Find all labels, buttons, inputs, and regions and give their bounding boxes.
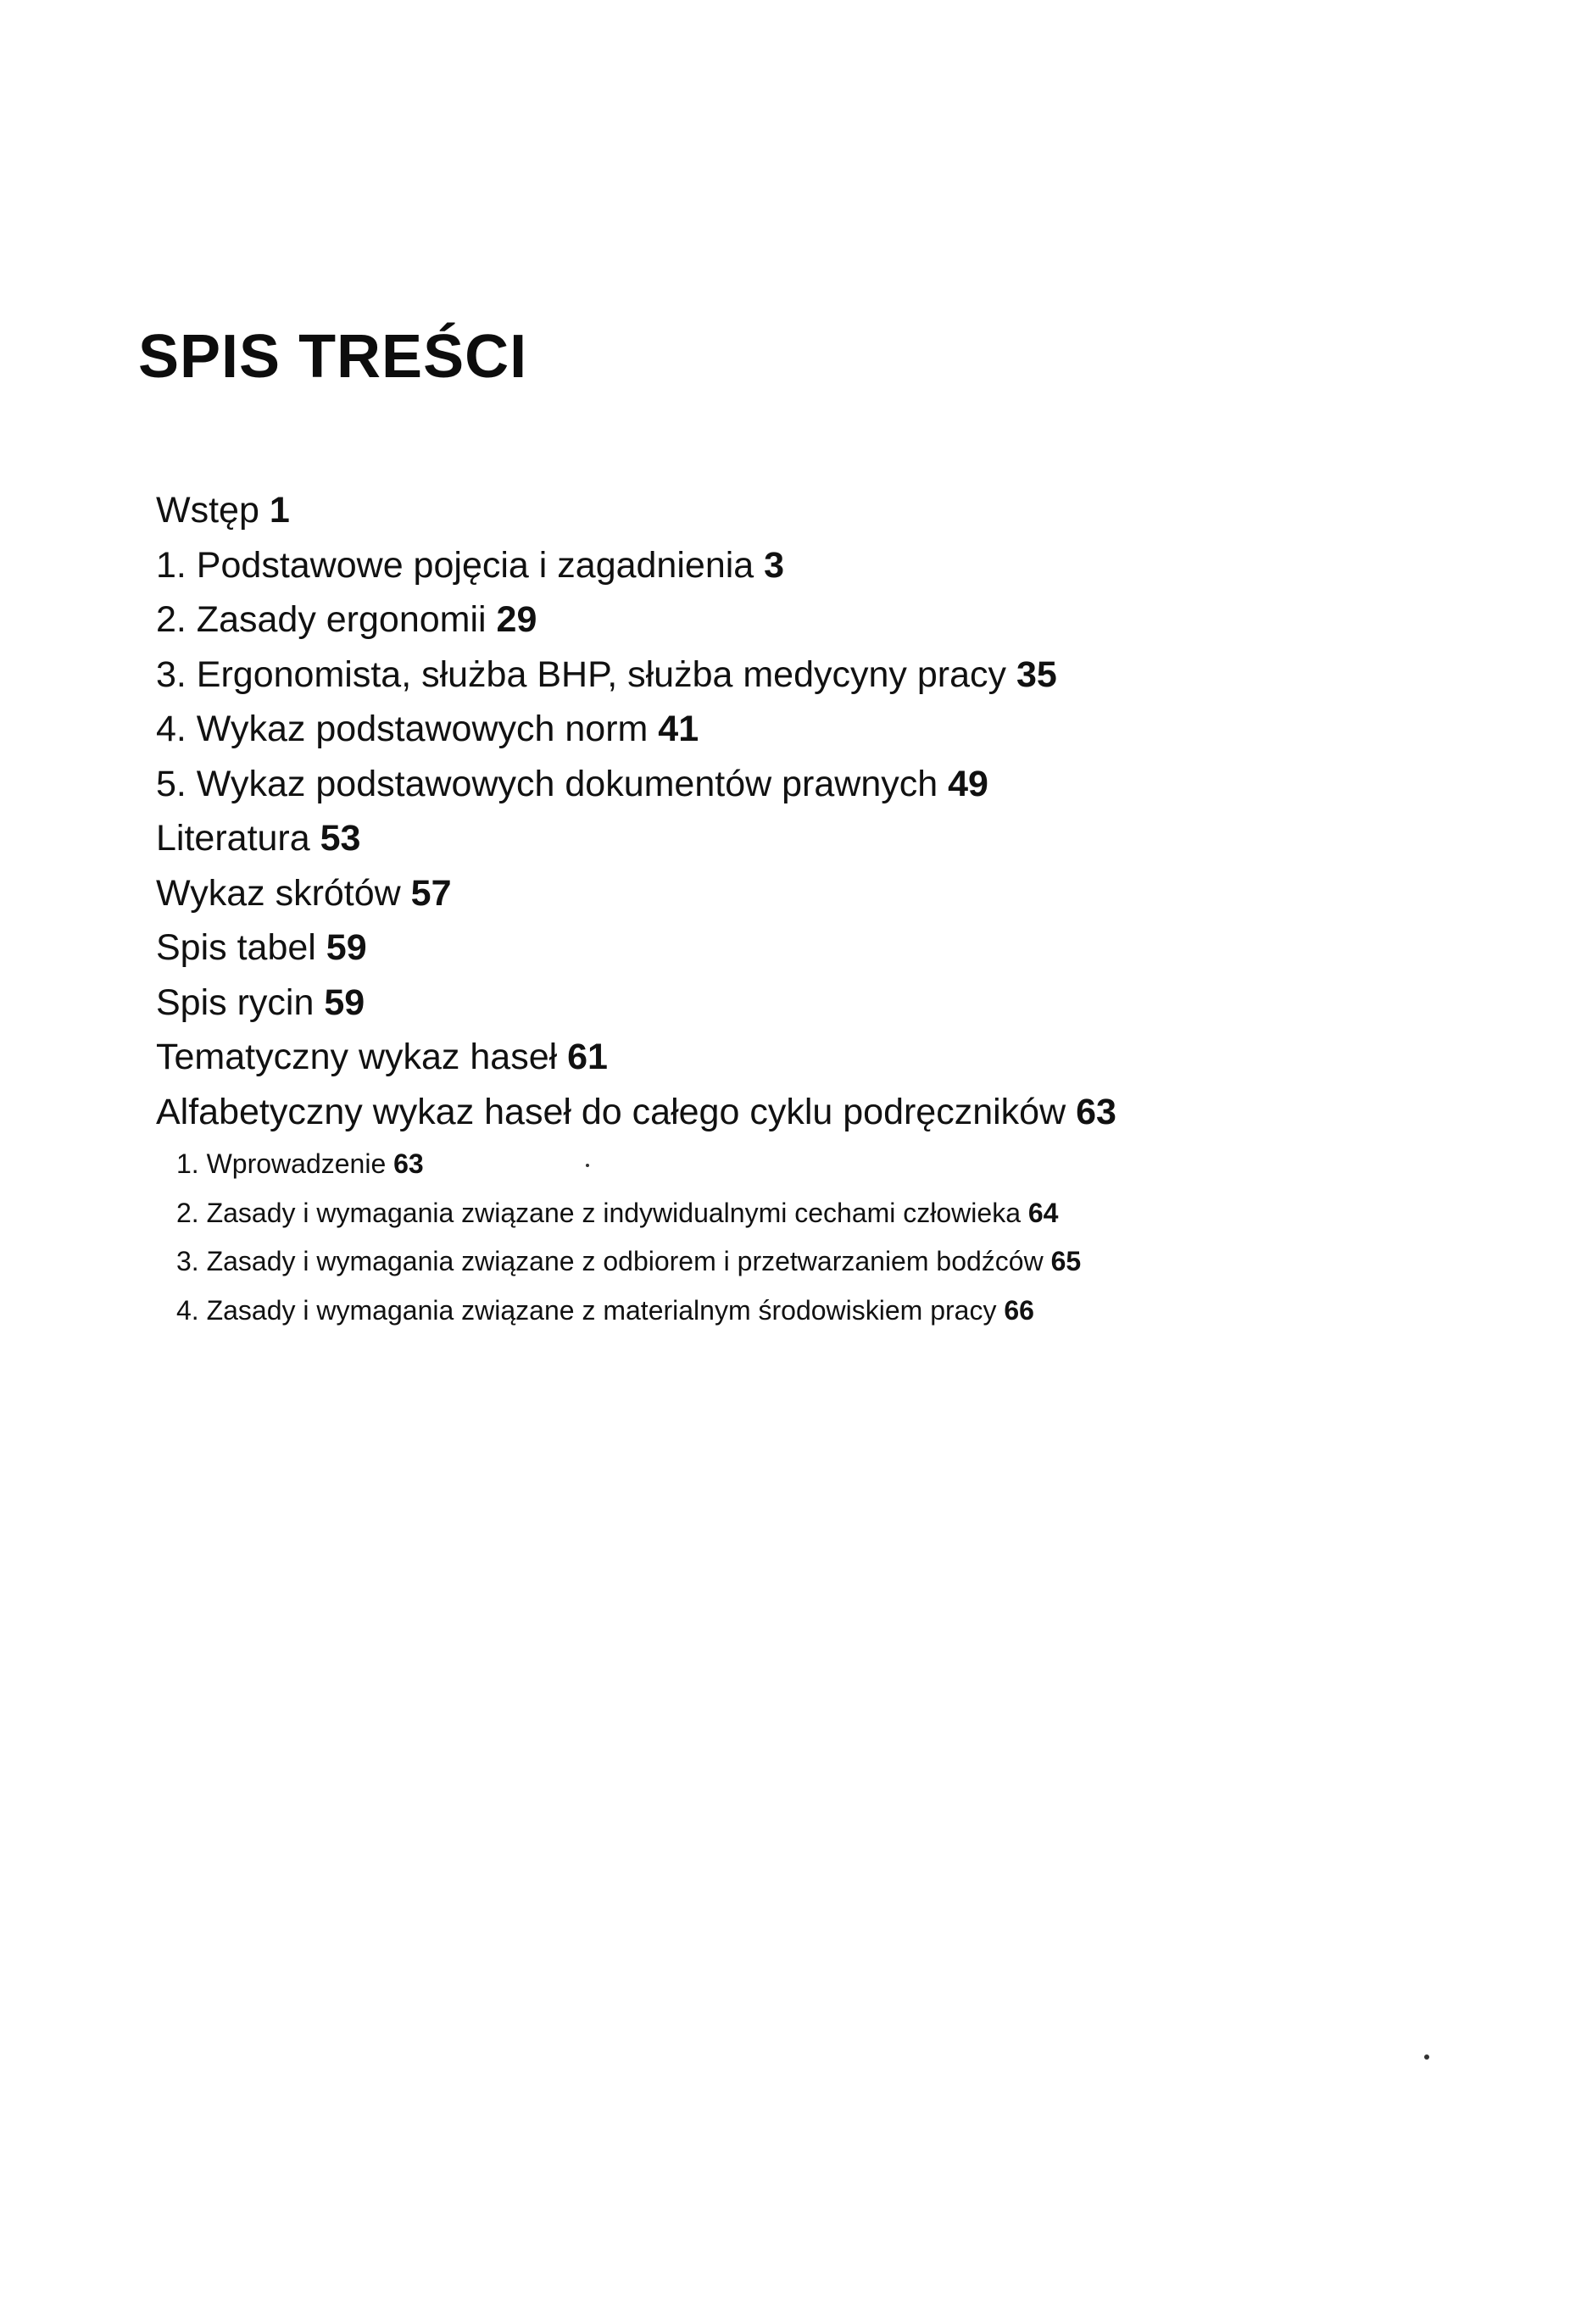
toc-subentry-text: 1. Wprowadzenie [176,1148,387,1179]
toc-page-number: 29 [496,599,537,640]
toc-entry-spis-tabel [156,920,1116,976]
toc-entry-text: Alfabetyczny wykaz haseł do całego cyklu podręczników [156,1091,1066,1132]
toc-page-number: 53 [320,818,361,859]
toc-page-number: 57 [410,872,452,914]
toc-entry-wstep [156,483,1116,538]
toc-entry-alfabetyczny-wykaz [156,1085,1116,1140]
toc-page-number: 59 [326,927,367,968]
toc-page-number: 35 [1016,653,1057,695]
toc-subentry-3 [176,1237,1081,1287]
toc-entry-text: 2. Zasady ergonomii [156,599,487,640]
toc-entry-literatura [156,811,1116,866]
toc-entry-text: Wstęp [156,490,259,531]
toc-entry-chapter-4 [156,702,1116,757]
toc-entry-text: 5. Wykaz podstawowych dokumentów prawnych [156,763,938,804]
scan-speck [586,1164,589,1167]
toc-entry-spis-rycin [156,976,1116,1031]
toc-entry-text: Spis tabel [156,927,316,968]
toc-entry-chapter-1 [156,538,1116,593]
toc-entry-text: Wykaz skrótów [156,872,401,914]
toc-subentry-text: 4. Zasady i wymagania związane z materialnym środowiskiem pracy [176,1294,997,1326]
toc-subentry-text: 2. Zasady i wymagania związane z indywidualnymi cechami człowieka [176,1197,1021,1228]
toc-subentry-text: 3. Zasady i wymagania związane z odbiorem i przetwarzaniem bodźców [176,1246,1044,1276]
toc-subentry-4 [176,1287,1081,1336]
toc-page-number: 61 [567,1037,608,1077]
toc-subentry-2 [176,1189,1081,1238]
toc-page-number: 59 [324,981,365,1023]
toc-page-number: 63 [393,1148,424,1179]
toc-entry-text: Literatura [156,818,310,859]
toc-entry-text: Spis rycin [156,981,315,1023]
toc-entry-text: Tematyczny wykaz haseł [156,1037,558,1077]
toc-page-number: 64 [1027,1197,1059,1228]
toc-entry-chapter-5 [156,757,1116,812]
toc-entry-text: 1. Podstawowe pojęcia i zagadnienia [156,544,754,586]
toc-entry-wykaz-skrotow [156,866,1116,921]
table-of-contents [156,483,1116,1139]
toc-entry-chapter-2 [156,592,1116,648]
toc-entry-tematyczny-wykaz [156,1030,1116,1085]
toc-entry-text: 3. Ergonomista, służba BHP, służba medycyny pracy [156,653,1007,695]
page-title: SPIS TREŚCI [138,323,528,391]
toc-page-number: 66 [1004,1294,1034,1326]
toc-page-number: 65 [1050,1246,1082,1276]
toc-page-number: 49 [948,763,988,804]
toc-page-number: 1 [269,490,290,531]
toc-entry-text: 4. Wykaz podstawowych norm [156,709,649,749]
toc-page-number: 63 [1076,1091,1116,1132]
toc-subentry-1 [176,1140,1081,1189]
toc-entry-chapter-3 [156,648,1116,703]
toc-page-number: 41 [658,709,699,749]
toc-page-number: 3 [764,544,785,586]
scan-speck [1424,2054,1429,2060]
toc-subentries [176,1140,1081,1335]
